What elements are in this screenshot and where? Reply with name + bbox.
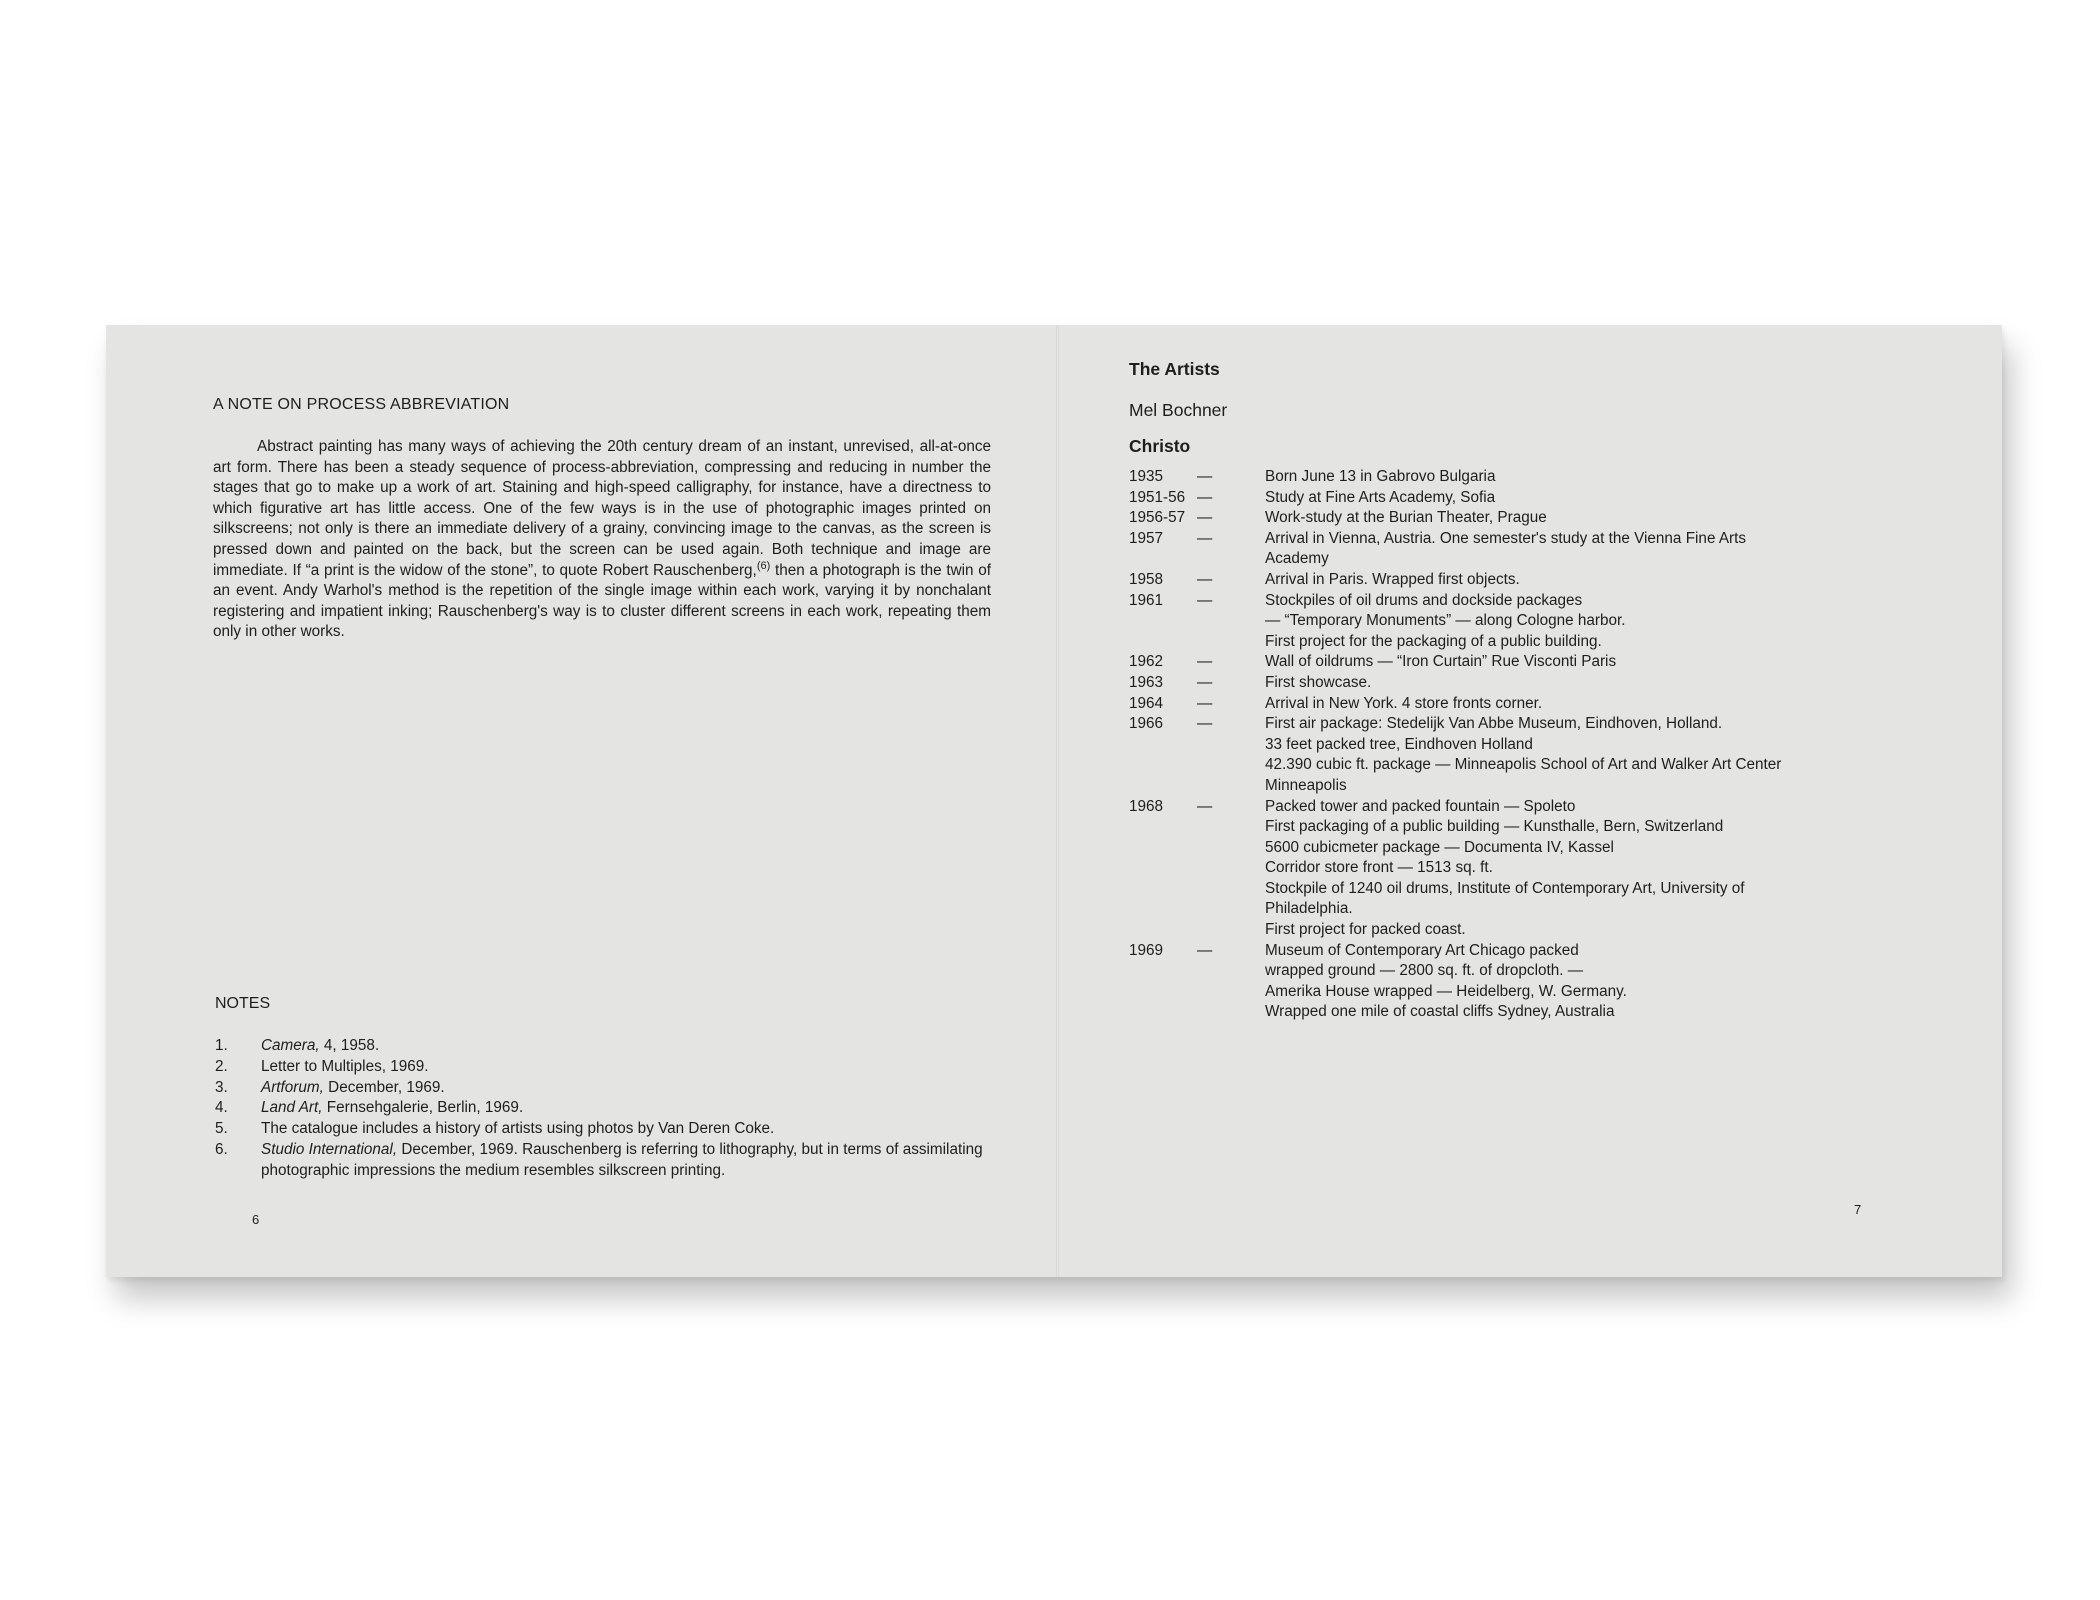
chronology-line: Philadelphia. bbox=[1265, 900, 1353, 918]
chronology-description bbox=[1265, 714, 1881, 796]
chronology-line: 42.390 cubic ft. package — Minneapolis School of Art and Walker Art Center bbox=[1265, 756, 1782, 774]
note-item bbox=[215, 1119, 995, 1140]
left-page bbox=[106, 325, 1056, 1277]
chronology-entry bbox=[1129, 652, 1881, 673]
chronology-entry bbox=[1129, 941, 1881, 1023]
note-number: 2. bbox=[215, 1057, 228, 1075]
chronology-line: Corridor store front — 1513 sq. ft. bbox=[1265, 859, 1493, 877]
note-item bbox=[215, 1098, 995, 1119]
chronology-entry bbox=[1129, 508, 1881, 529]
chronology-line: Wrapped one mile of coastal cliffs Sydney, Australia bbox=[1265, 1003, 1615, 1021]
artist-name-bochner: Mel Bochner bbox=[1129, 400, 1228, 420]
note-text bbox=[261, 1098, 995, 1119]
chronology-line: First air package: Stedelijk Van Abbe Museum, Eindhoven, Holland. bbox=[1265, 715, 1723, 733]
chronology-year: 1962 bbox=[1129, 653, 1164, 671]
chronology-year: 1969 bbox=[1129, 941, 1164, 959]
chronology-description bbox=[1265, 591, 1881, 653]
artist-name-christo: Christo bbox=[1129, 436, 1191, 456]
chronology-description bbox=[1265, 673, 1881, 694]
note-number: 3. bbox=[215, 1078, 228, 1096]
note-detail: Fernsehgalerie, Berlin, 1969. bbox=[322, 1099, 524, 1117]
chronology-year: 1961 bbox=[1129, 591, 1164, 609]
page-number-left: 6 bbox=[252, 1212, 260, 1227]
chronology-dash: — bbox=[1197, 673, 1213, 691]
chronology-description bbox=[1265, 570, 1881, 591]
note-source-title: Studio International, bbox=[261, 1140, 398, 1158]
chronology-line: Stockpile of 1240 oil drums, Institute of Contemporary Art, University of bbox=[1265, 879, 1745, 897]
chronology-line: First project for the packaging of a public building. bbox=[1265, 632, 1602, 650]
chronology-line: Work-study at the Burian Theater, Prague bbox=[1265, 509, 1547, 527]
chronology-line: Packed tower and packed fountain — Spoleto bbox=[1265, 797, 1576, 815]
note-text bbox=[261, 1140, 995, 1182]
chronology-line: Arrival in Paris. Wrapped first objects. bbox=[1265, 570, 1520, 588]
chronology-line: 33 feet packed tree, Eindhoven Holland bbox=[1265, 735, 1533, 753]
chronology-dash: — bbox=[1197, 468, 1213, 485]
chronology-year: 1956-57 bbox=[1129, 509, 1186, 527]
essay-body-part1: Abstract painting has many ways of achieving the 20th century dream of an instant, unrevised, all-at-once art form. There has been a steady sequence of process-abbreviation, compressing and reducing in number the stages that go to make up a work of art. Staining and high-speed calligraphy, for instance, have a directness to which figurative art has little access. One of the few ways is in the use of photographic images printed on silkscreens; not only is there an immediate delivery of a grainy, convincing image to the canvas, as the screen is pressed down and painted on the back, but the screen can be used again. Both technique and image are immediate. If “a print is the widow of the stone”, to quote Robert Rauschenberg, bbox=[213, 438, 991, 579]
notes-title: NOTES bbox=[215, 995, 271, 1012]
chronology-entry bbox=[1129, 694, 1881, 715]
right-page bbox=[1059, 325, 2002, 1277]
chronology-dash: — bbox=[1197, 715, 1213, 733]
chronology-description bbox=[1265, 529, 1881, 570]
chronology-line: First packaging of a public building — Kunsthalle, Bern, Switzerland bbox=[1265, 818, 1724, 836]
note-source-title: Land Art, bbox=[261, 1099, 323, 1117]
note-text bbox=[261, 1057, 995, 1078]
note-source-title: Camera, bbox=[261, 1037, 320, 1054]
note-item bbox=[215, 1036, 995, 1057]
chronology-line: First project for packed coast. bbox=[1265, 921, 1466, 939]
chronology-entry bbox=[1129, 591, 1881, 653]
chronology-year: 1966 bbox=[1129, 715, 1164, 733]
note-source-title: Artforum, bbox=[261, 1078, 324, 1096]
chronology-line: Museum of Contemporary Art Chicago packed bbox=[1265, 941, 1579, 959]
essay-title: A NOTE ON PROCESS ABBREVIATION bbox=[213, 396, 510, 413]
christo-chronology bbox=[1129, 467, 1881, 1023]
note-detail: The catalogue includes a history of artists using photos by Van Deren Coke. bbox=[261, 1120, 775, 1138]
chronology-line: — “Temporary Monuments” — along Cologne harbor. bbox=[1265, 612, 1626, 630]
chronology-entry bbox=[1129, 797, 1881, 941]
essay-body-part2: then a photograph is the twin of an event. Andy Warhol's method is the repetition of the single image within each work, varying it by nonchalant registering and impatient inking; Rauschenberg's way is to cluster different screens in each work, repeating them only in other works. bbox=[213, 561, 991, 641]
chronology-description bbox=[1265, 694, 1881, 715]
chronology-line: Stockpiles of oil drums and dockside packages bbox=[1265, 591, 1583, 609]
chronology-entry bbox=[1129, 673, 1881, 694]
note-number: 6. bbox=[215, 1140, 228, 1158]
chronology-year: 1964 bbox=[1129, 694, 1164, 712]
chronology-entry bbox=[1129, 488, 1881, 509]
chronology-description bbox=[1265, 941, 1881, 1023]
footnote-ref-6: (6) bbox=[756, 559, 771, 572]
chronology-dash: — bbox=[1197, 653, 1213, 671]
chronology-description bbox=[1265, 797, 1881, 941]
chronology-line: Born June 13 in Gabrovo Bulgaria bbox=[1265, 468, 1496, 485]
note-number: 4. bbox=[215, 1099, 228, 1117]
note-item bbox=[215, 1078, 995, 1099]
note-text bbox=[261, 1119, 995, 1140]
chronology-entry bbox=[1129, 570, 1881, 591]
chronology-dash: — bbox=[1197, 509, 1213, 527]
chronology-description bbox=[1265, 508, 1881, 529]
chronology-dash: — bbox=[1197, 797, 1213, 815]
chronology-line: wrapped ground — 2800 sq. ft. of dropcloth. — bbox=[1265, 962, 1584, 980]
essay-body bbox=[213, 437, 991, 643]
chronology-line: Arrival in Vienna, Austria. One semester's study at the Vienna Fine Arts bbox=[1265, 529, 1747, 547]
chronology-year: 1935 bbox=[1129, 468, 1164, 485]
chronology-dash: — bbox=[1197, 694, 1213, 712]
chronology-line: Study at Fine Arts Academy, Sofia bbox=[1265, 488, 1496, 506]
chronology-entry bbox=[1129, 714, 1881, 796]
chronology-line: Academy bbox=[1265, 550, 1329, 568]
chronology-year: 1958 bbox=[1129, 570, 1164, 588]
chronology-year: 1957 bbox=[1129, 529, 1164, 547]
note-item bbox=[215, 1057, 995, 1078]
chronology-year: 1951-56 bbox=[1129, 488, 1186, 506]
note-text bbox=[261, 1078, 995, 1099]
chronology-line: Amerika House wrapped — Heidelberg, W. Germany. bbox=[1265, 982, 1627, 1000]
note-detail: Letter to Multiples, 1969. bbox=[261, 1057, 429, 1075]
note-number: 5. bbox=[215, 1120, 228, 1138]
chronology-dash: — bbox=[1197, 941, 1213, 959]
note-text bbox=[261, 1036, 995, 1057]
note-detail: 4, 1958. bbox=[319, 1037, 380, 1054]
chronology-description bbox=[1265, 652, 1881, 673]
notes-list bbox=[215, 1036, 995, 1182]
chronology-description bbox=[1265, 467, 1881, 488]
note-detail: December, 1969. Rauschenberg is referring to lithography, but in terms of assimilating photographic impressions the medium resembles silkscreen printing. bbox=[261, 1140, 983, 1179]
chronology-line: Minneapolis bbox=[1265, 776, 1347, 794]
chronology-description bbox=[1265, 488, 1881, 509]
chronology-line: Wall of oildrums — “Iron Curtain” Rue Visconti Paris bbox=[1265, 653, 1617, 671]
chronology-dash: — bbox=[1197, 529, 1213, 547]
page-number-right: 7 bbox=[1854, 1202, 1862, 1217]
note-number: 1. bbox=[215, 1037, 228, 1054]
catalogue-spread bbox=[106, 325, 2002, 1277]
chronology-dash: — bbox=[1197, 570, 1213, 588]
chronology-year: 1968 bbox=[1129, 797, 1164, 815]
artists-heading: The Artists bbox=[1129, 359, 1220, 379]
chronology-entry bbox=[1129, 467, 1881, 488]
chronology-line: Arrival in New York. 4 store fronts corner. bbox=[1265, 694, 1543, 712]
chronology-line: 5600 cubicmeter package — Documenta IV, Kassel bbox=[1265, 838, 1614, 856]
chronology-year: 1963 bbox=[1129, 673, 1164, 691]
chronology-dash: — bbox=[1197, 488, 1213, 506]
chronology-entry bbox=[1129, 529, 1881, 570]
chronology-dash: — bbox=[1197, 591, 1213, 609]
chronology-line: First showcase. bbox=[1265, 673, 1372, 691]
note-item bbox=[215, 1140, 995, 1182]
note-detail: December, 1969. bbox=[323, 1078, 445, 1096]
